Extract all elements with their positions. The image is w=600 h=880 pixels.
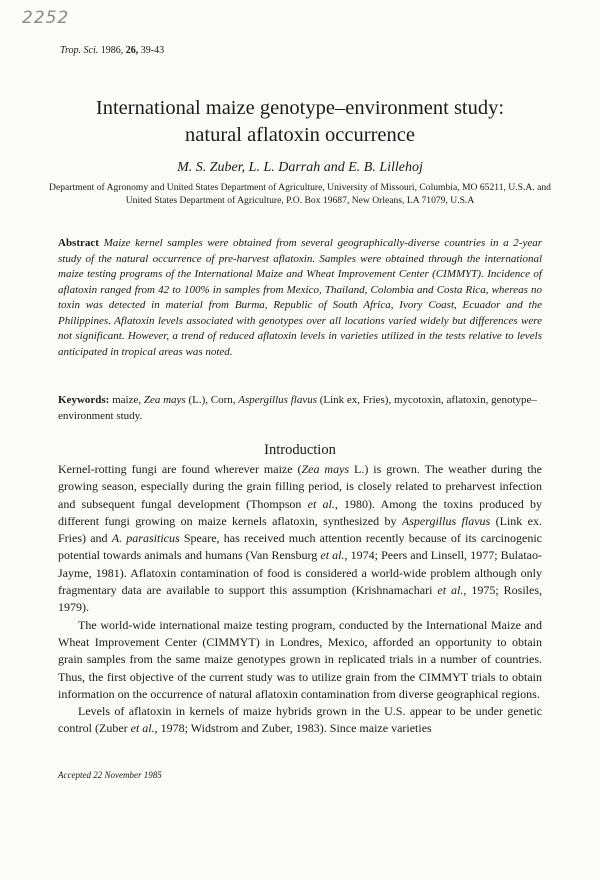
affiliation: Department of Agronomy and United States Department of Agriculture, University of Missouri, Columbia, MO 65211, U.S.A. and United States Department of Agriculture, P.O. Box 19687, New Orleans, LA 71079, U.S.A xyxy=(49,182,551,206)
journal-name: Trop. Sci. xyxy=(60,45,99,56)
text-run: , 1974; Peers and Linsell, 1977; Bulatao-Jayme, 1981). Aflatoxin contamination of food is considered a world-wide problem although only fragmentary data are available to support this assumption (Krishnamachari xyxy=(58,548,542,598)
italic-run: et al. xyxy=(307,496,335,511)
text-run: , 1978; Widstrom and Zuber, 1983). Since maize varieties xyxy=(154,721,432,736)
paragraph-1 xyxy=(58,461,542,617)
italic-run: Aspergillus flavus xyxy=(401,513,491,528)
paragraph-3 xyxy=(58,703,542,738)
keywords-text: (L.), Corn, xyxy=(185,394,239,406)
text-run: Levels of aflatoxin in kernels of maize hybrids grown in the U.S. appear to be under genetic control (Zuber xyxy=(58,704,542,736)
italic-run: A. parasiticus xyxy=(111,531,180,546)
paper-title xyxy=(0,95,600,149)
abstract xyxy=(58,236,542,360)
authors: M. S. Zuber, L. L. Darrah and E. B. Lillehoj xyxy=(177,160,423,175)
abstract-text: Maize kernel samples were obtained from several geographically-diverse countries in a 2-year study of the natural occurrence of pre-harvest aflatoxin. Samples were obtained through the international maize testing programs of the International Maize and Wheat Improvement Center (CIMMYT). Incidence of aflatoxin ranged from 42 to 100% in samples from Mexico, Thailand, Colombia and Costa Rica, whereas no toxin was detected in material from Burma, Republic of South Africa, Ivory Coast, Ecuador and the Philippines. Aflatoxin levels associated with genotypes over all locations varied widely but differences were not significant. However, a trend of reduced aflatoxin levels in varieties utilized in the tests relative to levels anticipated in tropical areas was noted. xyxy=(58,237,542,358)
handwritten-page-number: 2252 xyxy=(22,8,70,28)
citation-pages: 39-43 xyxy=(140,45,165,56)
text-run: , 1980). Among the toxins produced by different fungi growing on maize kernels aflatoxin, synthesized by xyxy=(58,496,543,528)
abstract-label: Abstract xyxy=(58,237,99,249)
paragraph-2: The world-wide international maize testing program, conducted by the International Maize and Wheat Improvement Center (CIMMYT) in Londres, Mexico, afforded an opportunity to obtain grain samples from the same maize genotypes grown in replicated trials in a number of countries. Thus, the first objective of the current study was to utilize grain from the CIMMYT trials to obtain information on the occurrence of natural aflatoxin contamination from diverse geographical regions. xyxy=(58,617,542,701)
citation-year: 1986, xyxy=(100,45,124,56)
text-run: L.) is grown. The weather during the growing season, especially during the grain filling period, is closely related to preharvest infection and subsequent fungal development (Thompson xyxy=(58,462,542,511)
keywords xyxy=(58,393,542,424)
keywords-text: maize, xyxy=(112,394,144,406)
text-run: Speare, has received much attention recently because of its carcinogenic potential towards animals and humans (Van Rensburg xyxy=(58,531,542,563)
text-run: Kernel-rotting fungi are found wherever maize ( xyxy=(58,462,302,476)
text-run: (Link ex. Fries) and xyxy=(58,513,542,546)
citation-volume: 26, xyxy=(125,45,139,56)
keywords-label: Keywords: xyxy=(58,394,110,406)
keyword-fungus: Aspergillus flavus xyxy=(238,394,317,406)
title-line-1: International maize genotype–environment study: xyxy=(95,97,505,119)
keyword-species: Zea mays xyxy=(143,394,186,406)
section-heading-introduction: Introduction xyxy=(264,442,336,458)
italic-run: Zea mays xyxy=(301,462,350,476)
text-run: , 1975; Rosiles, 1979). xyxy=(58,583,543,615)
introduction-body xyxy=(58,461,542,738)
italic-run: et al. xyxy=(320,548,345,563)
italic-run: et al. xyxy=(437,583,464,598)
italic-run: et al. xyxy=(130,721,155,736)
journal-citation xyxy=(60,45,164,56)
keywords-text: (Link ex, Fries), mycotoxin, aflatoxin, genotype–environment study. xyxy=(58,394,537,422)
accepted-date: Accepted 22 November 1985 xyxy=(58,770,162,780)
title-line-2: natural aflatoxin occurrence xyxy=(185,124,415,146)
